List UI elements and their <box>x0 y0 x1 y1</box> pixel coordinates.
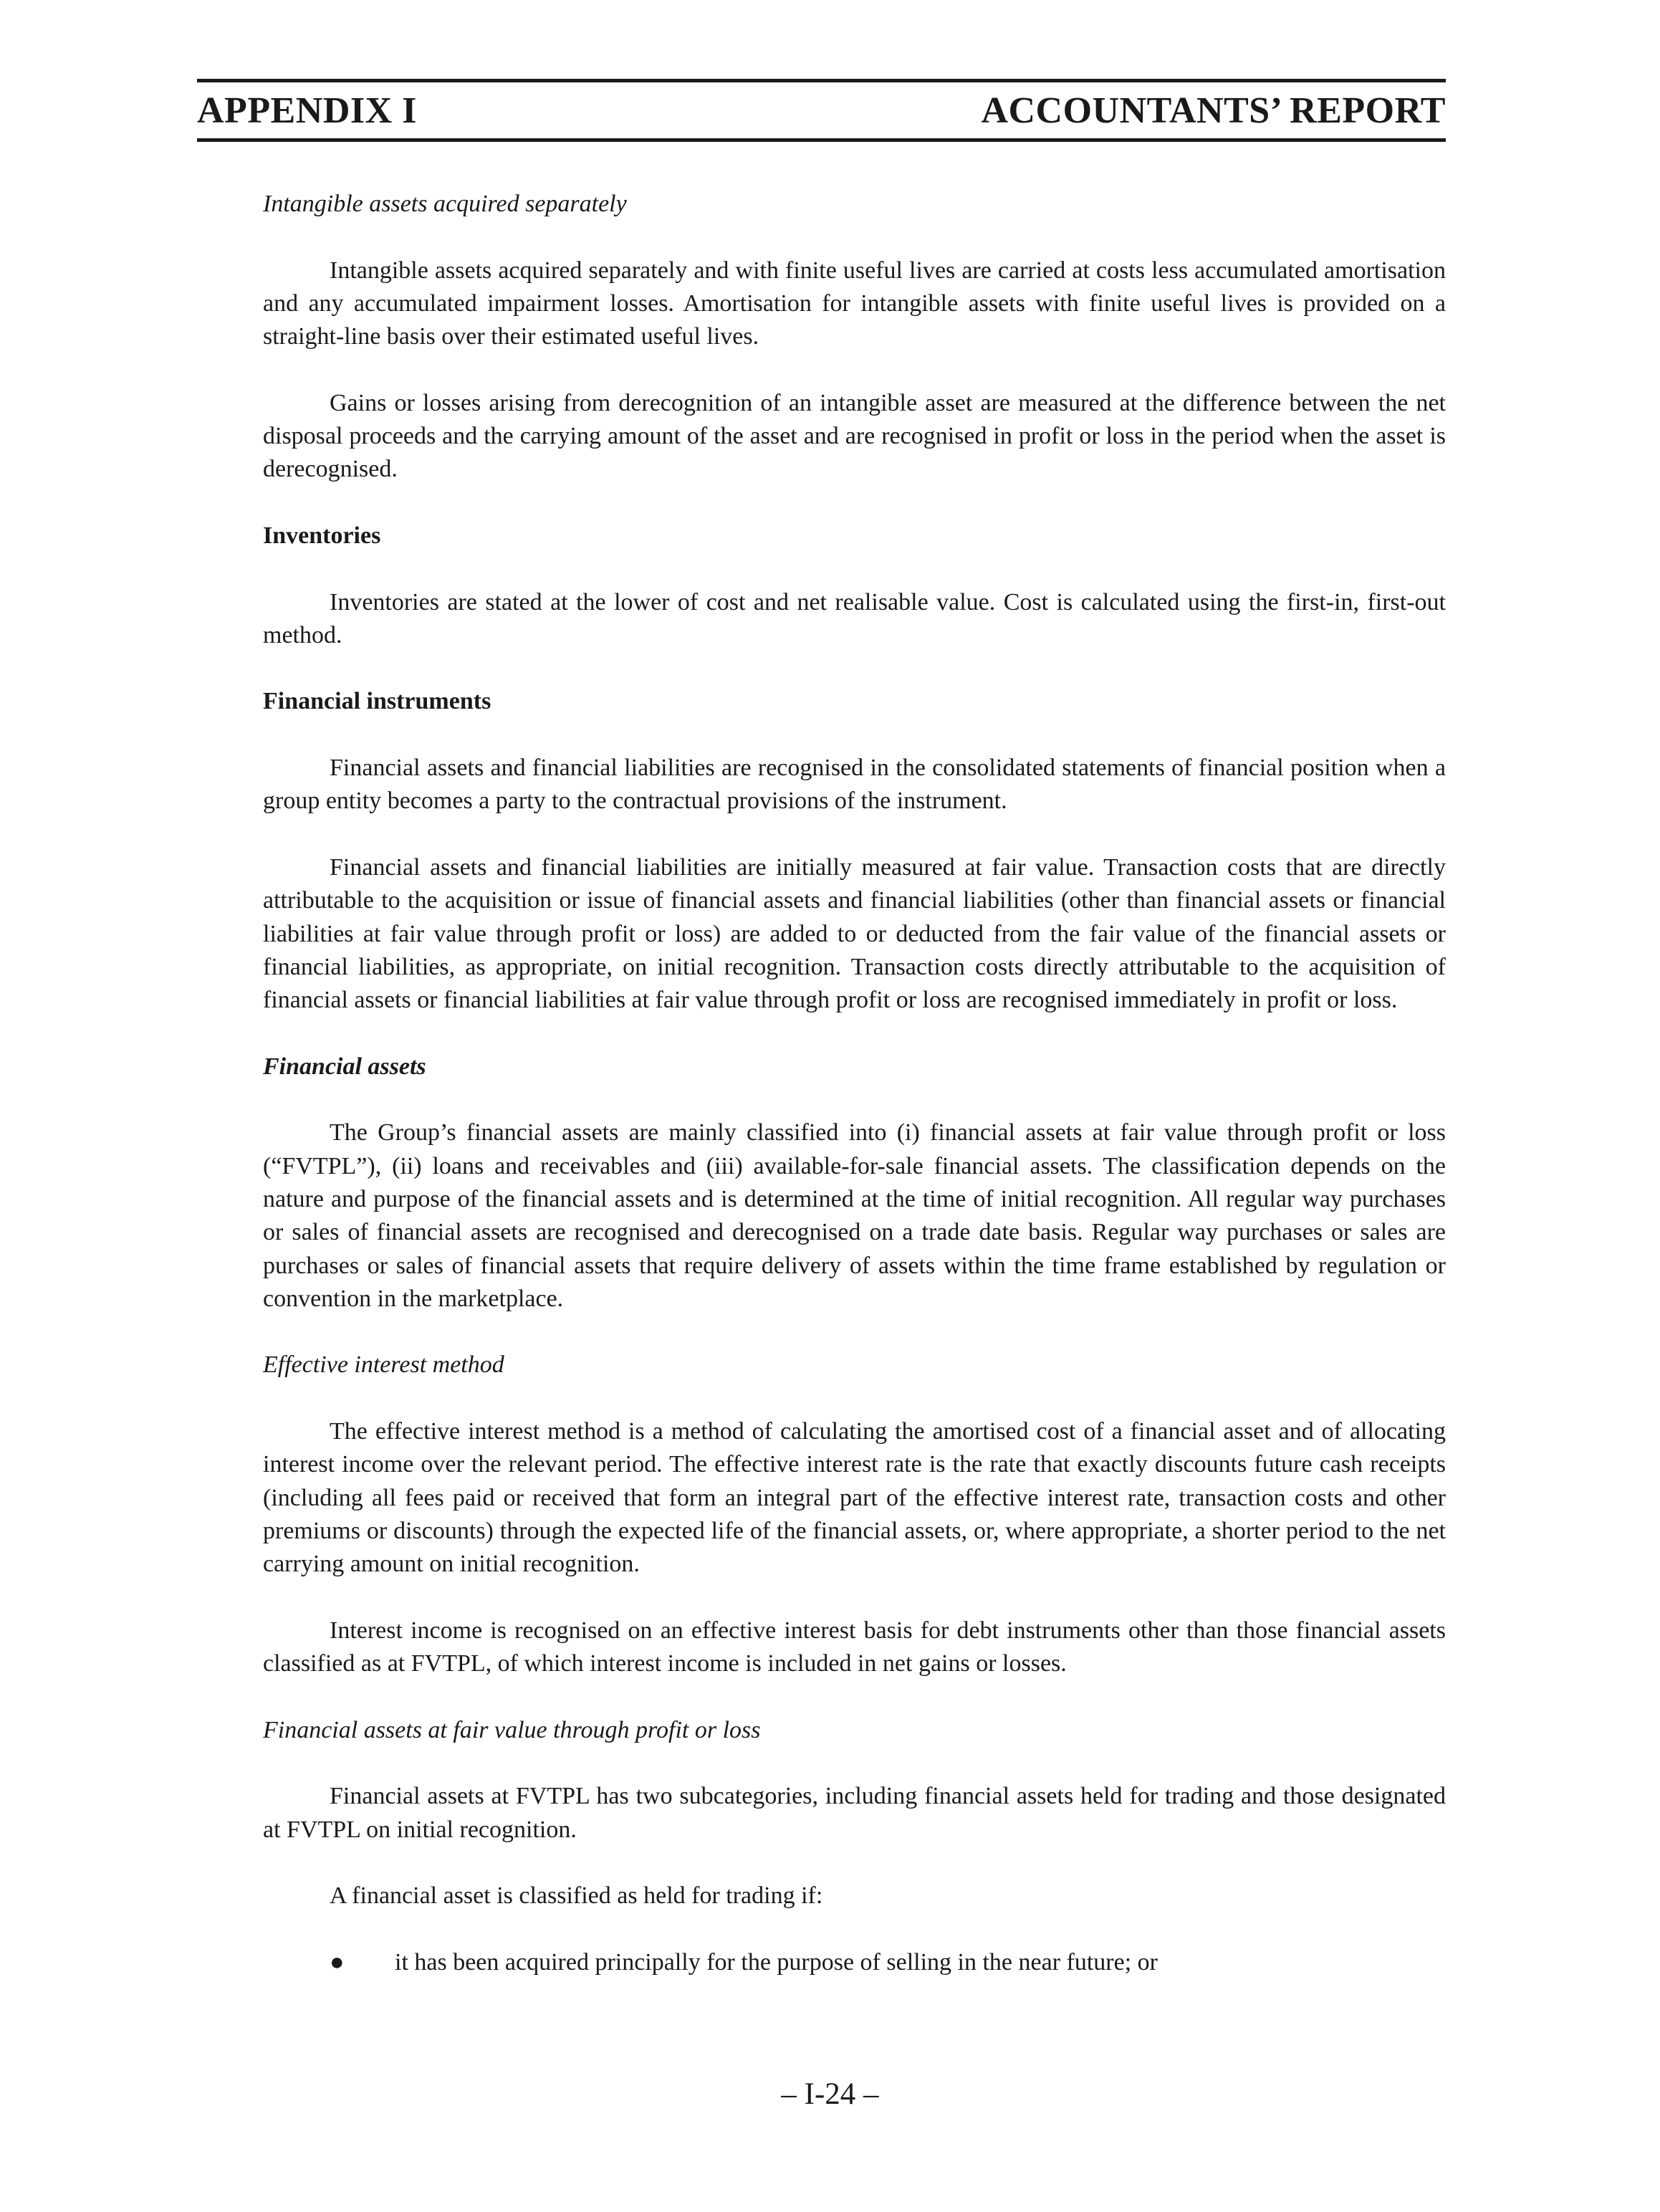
financial-instruments-paragraph-2: Financial assets and financial liabilities are initially measured at fair value. Transaction costs that are directly attributable to the acquisition or issue of financial assets and financial liabilities (other than financial assets or financial liabilities at fair value through profit or loss) are added to or deducted from the fair value of the financial assets or financial liabilities, as appropriate, on initial recognition. Transaction costs directly attributable to the acquisition of financial assets or financial liabilities at fair value through profit or loss are recognised immediately in profit or loss. <box>263 853 1446 1014</box>
inventories-heading: Inventories <box>263 522 381 549</box>
bullet-text: it has been acquired principally for the purpose of selling in the near future; or <box>395 1948 1158 1976</box>
inventories-paragraph: Inventories are stated at the lower of cost and net realisable value. Cost is calculated using the first-in, first-out method. <box>263 588 1446 648</box>
list-item <box>263 1946 1446 1979</box>
appendix-label: APPENDIX I <box>197 90 417 131</box>
fvtpl-paragraph-1: Financial assets at FVTPL has two subcategories, including financial assets held for trading and those designated at FVTPL on initial recognition. <box>263 1783 1446 1843</box>
financial-instruments-paragraph-1: Financial assets and financial liabilities are recognised in the consolidated statements of financial position when a group entity becomes a party to the contractual provisions of the instrument. <box>263 755 1446 815</box>
fvtpl-heading: Financial assets at fair value through profit or loss <box>263 1716 761 1743</box>
document-body <box>263 188 1446 1979</box>
intangible-heading: Intangible assets acquired separately <box>263 191 627 217</box>
bullet-icon: ● <box>330 1948 345 1976</box>
financial-assets-paragraph: The Group’s financial assets are mainly classified into (i) financial assets at fair value through profit or loss (“FVTPL”), (ii) loans and receivables and (iii) available-for-sale financial assets. The classification depends on the nature and purpose of the financial assets and is determined at the time of initial recognition. All regular way purchases or sales of financial assets are recognised and derecognised on a trade date basis. Regular way purchases or sales are purchases or sales of financial assets that require delivery of assets within the time frame established by regulation or convention in the marketplace. <box>263 1119 1446 1312</box>
financial-instruments-heading: Financial instruments <box>263 688 491 715</box>
page-number: – I-24 – <box>781 2077 879 2111</box>
header-top-rule <box>197 79 1446 82</box>
intangible-paragraph-1: Intangible assets acquired separately and with finite useful lives are carried at costs less accumulated amortisation and any accumulated impairment losses. Amortisation for intangible assets with finite useful lives is provided on a straight-line basis over their estimated useful lives. <box>263 257 1446 350</box>
intangible-paragraph-2: Gains or losses arising from derecognition of an intangible asset are measured at the difference between the net disposal proceeds and the carrying amount of the asset and are recognised in profit or loss in the period when the asset is derecognised. <box>263 389 1446 483</box>
fvtpl-paragraph-2: A financial asset is classified as held for trading if: <box>330 1882 823 1910</box>
effective-interest-paragraph-2: Interest income is recognised on an effective interest basis for debt instruments other than those financial assets classified as at FVTPL, of which interest income is included in net gains or losses. <box>263 1617 1446 1677</box>
effective-interest-paragraph-1: The effective interest method is a method of calculating the amortised cost of a financial asset and of allocating interest income over the relevant period. The effective interest rate is the rate that exactly discounts future cash receipts (including all fees paid or received that form an integral part of the effective interest rate, transaction costs and other premiums or discounts) through the expected life of the financial assets, or, where appropriate, a shorter period to the net carrying amount on initial recognition. <box>263 1417 1446 1578</box>
report-title: ACCOUNTANTS’ REPORT <box>981 90 1446 131</box>
financial-assets-heading: Financial assets <box>263 1053 426 1080</box>
effective-interest-heading: Effective interest method <box>263 1351 504 1379</box>
header-bottom-rule <box>197 138 1446 142</box>
